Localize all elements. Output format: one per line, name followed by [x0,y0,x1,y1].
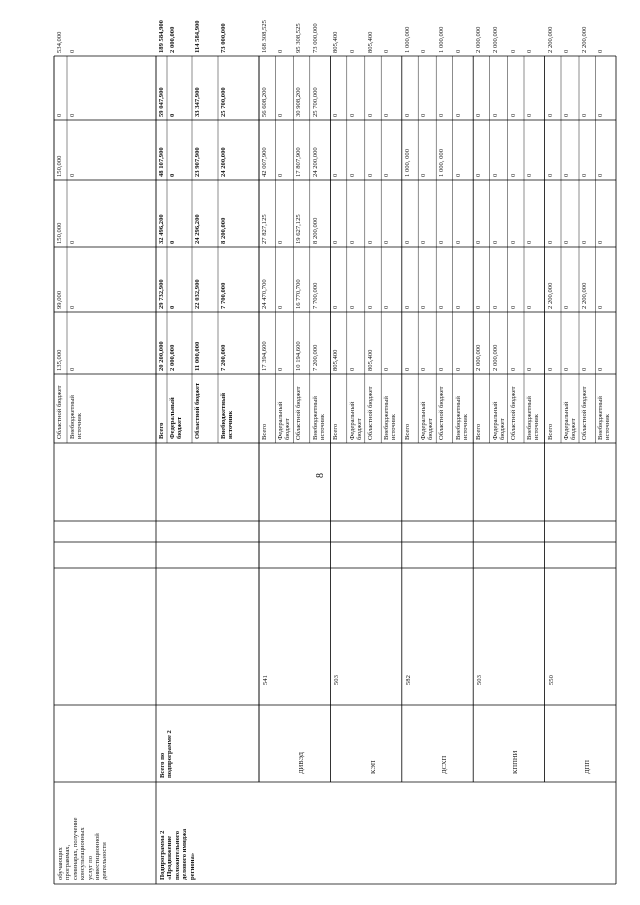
source-label: Федеральный бюджет [277,401,292,440]
value-cell: 11 000,000 [194,341,201,371]
value-cell: 0 [509,240,517,244]
value-cell: 0 [597,113,605,117]
value-cell: 0 [546,173,554,177]
value-cell: 0 [563,49,570,53]
value-cell: 8 200,000 [220,217,227,244]
value-cell: 8 200,000 [311,217,319,244]
value-cell: 0 [597,240,605,244]
source-label: Федеральный бюджет [420,401,435,440]
value-cell: 19 627,125 [295,214,303,244]
value-cell: 0 [509,367,517,371]
value-cell: 2 200,000 [546,282,554,309]
value-cell: 0 [420,49,428,53]
value-cell: 2 200,000 [581,282,588,309]
value-cell: 2 200,000 [546,26,554,53]
executor-code: 503 [333,675,341,685]
value-cell: 0 [597,49,605,53]
value-cell: 99,000 [56,290,63,309]
value-cell: 0 [475,305,483,309]
subprogram-total-label: Всего по подпрограмме 2 [159,730,174,778]
value-cell: 17 807,900 [295,147,303,177]
value-cell: 0 [403,240,411,244]
value-cell: 534,000 [56,31,63,53]
value-cell: 33 347,900 [194,87,201,117]
value-cell: 29 732,900 [158,279,165,309]
value-cell: 23 907,900 [194,147,201,177]
value-cell: 0 [403,367,411,371]
value-cell: 16 770,700 [295,279,303,309]
value-cell: 0 [69,113,76,117]
source-label: Всего [403,423,411,440]
value-cell: 0 [438,367,446,371]
value-cell: 7 200,000 [311,344,319,371]
value-cell: 73 000,000 [311,23,319,53]
value-cell: 0 [169,113,176,117]
value-cell: 24 470,700 [261,279,268,309]
value-cell: 0 [581,367,588,371]
source-label: Областной бюджет [509,386,517,440]
value-cell: 7 700,000 [220,282,227,309]
value-cell: 2 000,000 [169,26,176,53]
value-cell: 150,000 [56,155,63,177]
value-cell: 42 007,900 [261,147,268,177]
executor-code: 541 [262,675,269,685]
value-cell: 2 000,000 [491,344,499,371]
value-cell: 0 [509,305,517,309]
value-cell: 0 [69,240,76,244]
value-cell: 168 308,525 [261,20,268,53]
value-cell: 0 [509,173,517,177]
value-cell: 73 000,000 [220,23,227,53]
value-cell: 2 000,000 [475,344,483,371]
value-cell: 0 [526,49,533,53]
value-cell: 0 [454,367,462,371]
value-cell: 0 [454,113,462,117]
executor-code: 550 [547,675,555,685]
value-cell: 0 [169,240,176,244]
value-cell: 0 [69,173,76,177]
value-cell: 0 [277,305,285,309]
value-cell: 2 000,000 [169,344,176,371]
executor-code: 503 [476,675,484,685]
value-cell: 0 [526,305,533,309]
source-label: Всего [261,423,268,440]
value-cell: 0 [475,113,483,117]
value-cell: 0 [546,113,554,117]
source-label: Внебюджетный источник [597,396,612,440]
value-cell: 0 [277,113,285,117]
value-cell: 25 700,000 [311,87,319,117]
source-label: Всего [475,423,483,440]
subprogram-title: Подпрограмма 2 «Продвижение положительного делового имиджа региона» [159,828,196,880]
value-cell: 805,400 [332,349,340,371]
value-cell: 0 [597,173,605,177]
value-cell: 0 [454,49,462,53]
value-cell: 1 000,000 [403,26,411,53]
value-cell: 805,400 [366,31,374,53]
value-cell: 25 700,000 [220,87,227,117]
value-cell: 0 [563,240,570,244]
source-label: Всего [158,422,165,439]
value-cell: 27 827,125 [261,214,268,244]
value-cell: 150,000 [56,222,63,244]
value-cell: 0 [563,305,570,309]
executor-name: ДПП [583,759,591,774]
value-cell: 0 [277,367,285,371]
value-cell: 0 [526,240,533,244]
value-cell: 7 200,000 [220,344,227,371]
value-cell: 0 [454,305,462,309]
value-cell: 0 [581,240,588,244]
value-cell: 0 [277,49,285,53]
value-cell: 0 [581,113,588,117]
value-cell: 0 [491,113,499,117]
value-cell: 0 [348,367,356,371]
value-cell: 0 [383,240,391,244]
value-cell: 0 [366,305,374,309]
source-label: Всего [546,423,554,440]
value-cell: 2 000,000 [475,26,483,53]
value-cell: 0 [420,305,428,309]
value-cell: 0 [438,113,446,117]
value-cell: 22 032,900 [194,279,201,309]
value-cell: 30 908,200 [295,87,303,117]
value-cell: 0 [169,305,176,309]
value-cell: 2 200,000 [581,26,588,53]
value-cell: 0 [366,113,374,117]
value-cell: 1 000, 000 [403,148,411,177]
value-cell: 0 [332,113,340,117]
source-label: Областной бюджет [56,385,63,439]
source-label: Внебюджетный источник [454,396,469,440]
value-cell: 0 [332,305,340,309]
value-cell: 0 [69,49,76,53]
value-cell: 0 [169,173,176,177]
value-cell: 0 [383,173,391,177]
value-cell: 0 [383,367,391,371]
value-cell: 0 [454,173,462,177]
value-cell: 0 [597,305,605,309]
source-label: Областной бюджет [581,386,588,440]
value-cell: 10 194,600 [295,341,303,371]
value-cell: 0 [563,113,570,117]
value-cell: 0 [348,240,356,244]
value-cell: 0 [348,49,356,53]
source-label: Внебюджетный источник [311,396,327,440]
value-cell: 0 [348,113,356,117]
value-cell: 0 [563,173,570,177]
value-cell: 0 [348,173,356,177]
value-cell: 805,400 [366,349,374,371]
value-cell: 0 [420,173,428,177]
source-label: Областной бюджет [438,386,446,440]
value-cell: 24 200,000 [220,147,227,177]
value-cell: 1 000,000 [438,26,446,53]
executor-name: КЭП [369,760,377,774]
value-cell: 0 [546,240,554,244]
value-cell: 0 [348,305,356,309]
value-cell: 0 [491,305,499,309]
value-cell: 0 [546,367,554,371]
value-cell: 0 [420,113,428,117]
value-cell: 114 584,900 [194,20,201,53]
source-label: Федеральный бюджет [169,397,184,439]
value-cell: 0 [526,173,533,177]
value-cell: 0 [475,240,483,244]
value-cell: 0 [526,113,533,117]
value-cell: 0 [69,367,76,371]
value-cell: 0 [277,240,285,244]
value-cell: 24 296,200 [194,214,201,244]
value-cell: 48 107,900 [158,147,165,177]
value-cell: 0 [332,173,340,177]
value-cell: 2 000,000 [491,26,499,53]
value-cell: 0 [366,240,374,244]
source-label: Внебюджетный источник [69,395,84,439]
value-cell: 0 [454,240,462,244]
value-cell: 0 [383,113,391,117]
value-cell: 189 584,900 [158,20,165,53]
value-cell: 0 [403,305,411,309]
value-cell: 0 [69,305,76,309]
value-cell: 0 [438,240,446,244]
value-cell: 24 200,000 [311,147,319,177]
executor-name: ДСХП [441,755,449,774]
value-cell: 32 496,200 [158,214,165,244]
source-label: Областной бюджет [295,386,303,440]
source-label: Федеральный бюджет [491,401,506,440]
value-cell: 0 [366,173,374,177]
source-label: Федеральный бюджет [348,401,364,440]
source-label: Внебюджетный источник [383,396,398,440]
value-cell: 0 [420,240,428,244]
value-cell: 0 [597,367,605,371]
value-cell: 17 394,600 [261,341,268,371]
value-cell: 0 [563,367,570,371]
value-cell: 0 [403,113,411,117]
page-number: 8 [315,473,326,478]
value-cell: 135,000 [56,349,63,371]
value-cell: 0 [56,113,63,117]
value-cell: 0 [383,305,391,309]
value-cell: 0 [581,173,588,177]
value-cell: 0 [491,240,499,244]
executor-code: 582 [404,675,412,685]
value-cell: 805,400 [332,31,340,53]
source-label: Внебюджетный источник [220,392,235,439]
value-cell: 0 [383,49,391,53]
executor-name: ДИВЭД [298,752,306,774]
source-label: Внебюджетный источник [526,396,541,440]
value-cell: 0 [509,113,517,117]
row-description: обучающих программах, семинарах, получение консультационных услуг по инвестиционной деятельности [57,817,109,880]
value-cell: 0 [509,49,517,53]
value-cell: 0 [491,173,499,177]
value-cell: 0 [438,305,446,309]
value-cell: 0 [277,173,285,177]
source-label: Федеральный бюджет [563,401,578,440]
value-cell: 59 047,900 [158,87,165,117]
value-cell: 20 200,000 [158,341,165,371]
value-cell: 95 308,525 [295,23,303,53]
value-cell: 0 [475,173,483,177]
source-label: Областной бюджет [194,382,201,439]
value-cell: 56 608,200 [261,87,268,117]
value-cell: 1 000, 000 [438,148,446,177]
source-label: Областной бюджет [366,386,374,440]
value-cell: 7 700,000 [311,282,319,309]
value-cell: 0 [420,367,428,371]
source-label: Всего [332,423,340,440]
executor-name: КППНИ [512,750,520,774]
value-cell: 0 [526,367,533,371]
value-cell: 0 [332,240,340,244]
